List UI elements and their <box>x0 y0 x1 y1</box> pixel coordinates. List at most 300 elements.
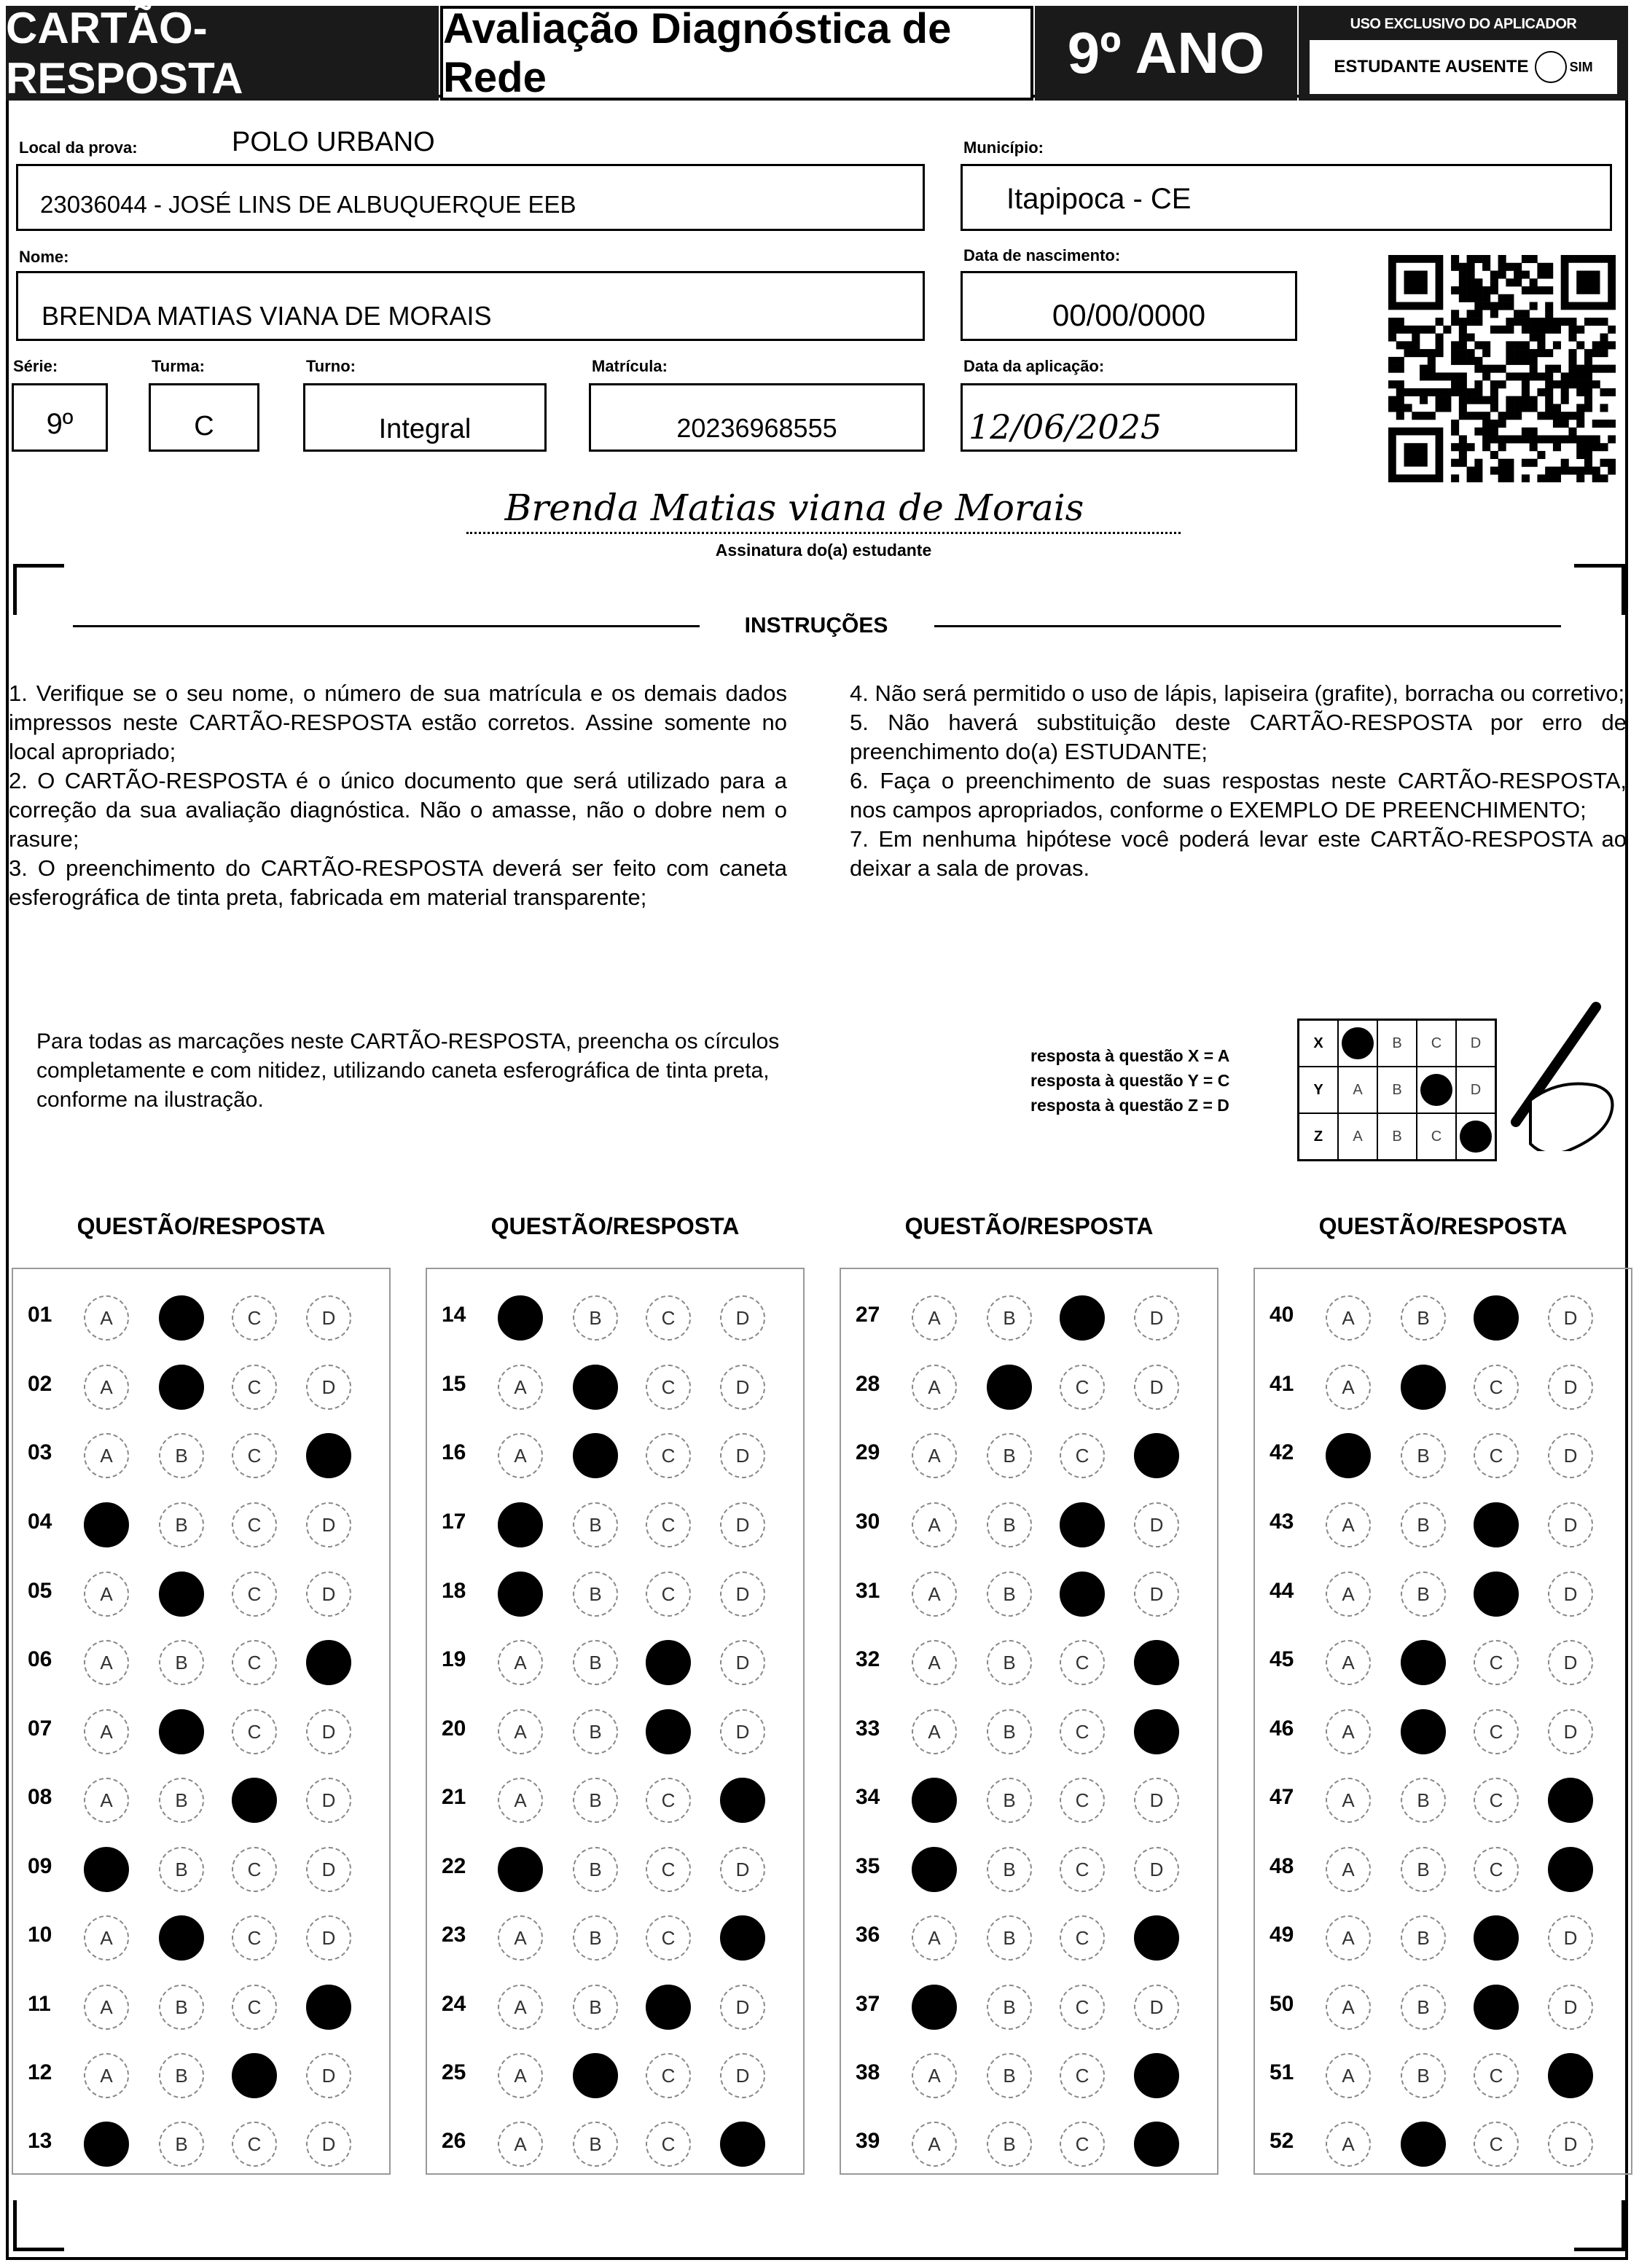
answer-bubble[interactable]: D <box>720 2053 765 2098</box>
answer-bubble[interactable]: C <box>232 1915 277 1961</box>
answer-bubble[interactable]: A <box>912 1365 957 1410</box>
question-number: 32 <box>856 1647 880 1671</box>
answer-bubble[interactable]: A <box>912 2053 957 2098</box>
answer-bubble[interactable]: B <box>573 1502 618 1547</box>
answer-bubble[interactable]: A <box>498 1433 543 1478</box>
answer-bubble[interactable]: D <box>1548 1571 1593 1617</box>
answer-bubble-filled[interactable] <box>646 1709 691 1754</box>
answer-bubble[interactable]: A <box>498 1365 543 1410</box>
question-row <box>13 1696 392 1765</box>
answer-bubble-filled[interactable] <box>1474 1502 1519 1547</box>
answer-bubble-filled[interactable] <box>498 1295 543 1341</box>
question-number: 22 <box>442 1854 466 1878</box>
answer-bubble[interactable]: A <box>84 1295 129 1341</box>
answer-bubble[interactable]: A <box>84 1915 129 1961</box>
question-number: 08 <box>28 1785 52 1809</box>
question-number: 31 <box>856 1579 880 1603</box>
answer-bubble[interactable]: C <box>232 1640 277 1685</box>
answer-column-title: QUESTÃO/RESPOSTA <box>490 1213 740 1239</box>
question-row <box>1255 1834 1634 1903</box>
answer-bubble[interactable]: C <box>232 1502 277 1547</box>
question-row <box>1255 1489 1634 1558</box>
applicator-box <box>1299 6 1628 101</box>
answer-bubble[interactable]: C <box>646 1778 691 1823</box>
answer-bubble[interactable]: D <box>306 1502 351 1547</box>
answer-bubble[interactable]: B <box>1401 1295 1446 1341</box>
answer-bubble[interactable]: B <box>573 1985 618 2030</box>
answer-bubble[interactable]: A <box>84 1778 129 1823</box>
answer-bubble[interactable]: C <box>646 2053 691 2098</box>
answer-bubble[interactable]: B <box>987 2122 1032 2167</box>
answer-bubble[interactable]: B <box>1401 1778 1446 1823</box>
answer-bubble[interactable]: D <box>1548 1365 1593 1410</box>
answer-bubble[interactable]: B <box>987 1640 1032 1685</box>
answer-bubble[interactable]: B <box>573 1847 618 1892</box>
answer-column <box>1253 1268 1632 2175</box>
instructions-rule-right <box>934 625 1561 627</box>
example-row <box>1299 1067 1495 1114</box>
nome-value: BRENDA MATIAS VIANA DE MORAIS <box>42 301 492 331</box>
answer-bubble-filled[interactable] <box>1474 1915 1519 1961</box>
answer-bubble[interactable]: D <box>720 1365 765 1410</box>
answer-bubble[interactable]: C <box>232 1985 277 2030</box>
answer-bubble[interactable]: D <box>306 1847 351 1892</box>
answer-bubble[interactable]: A <box>1326 1295 1371 1341</box>
answer-bubble-filled[interactable] <box>1134 2053 1179 2098</box>
answer-bubble[interactable]: D <box>1134 1847 1179 1892</box>
answer-bubble-filled[interactable] <box>306 1433 351 1478</box>
answer-bubble-filled[interactable] <box>720 2122 765 2167</box>
question-number: 16 <box>442 1440 466 1464</box>
question-row <box>841 1282 1220 1351</box>
answer-bubble[interactable]: C <box>646 1915 691 1961</box>
question-row <box>427 1282 806 1351</box>
question-number: 46 <box>1270 1716 1294 1741</box>
answer-bubble[interactable]: A <box>912 1709 957 1754</box>
answer-bubble-filled[interactable] <box>84 2122 129 2167</box>
answer-bubble[interactable]: A <box>498 1709 543 1754</box>
answer-bubble[interactable]: A <box>1326 1571 1371 1617</box>
example-option: D <box>1470 1081 1482 1098</box>
signature-caption: Assinatura do(a) estudante <box>715 541 932 560</box>
answer-bubble[interactable]: B <box>159 2053 204 2098</box>
answer-bubble[interactable]: B <box>987 1985 1032 2030</box>
answer-bubble[interactable]: B <box>1401 1502 1446 1547</box>
answer-bubble-filled[interactable] <box>306 1985 351 2030</box>
example-row <box>1299 1021 1495 1067</box>
answer-bubble[interactable]: D <box>1134 1365 1179 1410</box>
answer-bubble-filled[interactable] <box>573 1365 618 1410</box>
question-row <box>13 2040 392 2109</box>
instructions-left <box>9 679 787 912</box>
answer-bubble[interactable]: A <box>84 1985 129 2030</box>
answer-bubble[interactable]: B <box>1401 1915 1446 1961</box>
municipio-value: Itapipoca - CE <box>1006 183 1192 215</box>
answer-bubble[interactable]: D <box>720 1847 765 1892</box>
question-row <box>1255 1627 1634 1696</box>
answer-bubble-filled[interactable] <box>159 1295 204 1341</box>
answer-bubble[interactable]: D <box>1134 1571 1179 1617</box>
answer-bubble[interactable]: A <box>1326 1709 1371 1754</box>
nome-label: Nome: <box>19 248 69 266</box>
answer-bubble-filled[interactable] <box>1474 1295 1519 1341</box>
answer-bubble[interactable]: A <box>912 1915 957 1961</box>
answer-bubble[interactable]: A <box>912 1433 957 1478</box>
answer-bubble-filled[interactable] <box>159 1709 204 1754</box>
answer-bubble[interactable]: A <box>84 1365 129 1410</box>
answer-bubble[interactable]: B <box>1401 1571 1446 1617</box>
answer-bubble[interactable]: D <box>1548 1295 1593 1341</box>
question-number: 40 <box>1270 1303 1294 1327</box>
answer-column <box>426 1268 805 2175</box>
answer-bubble[interactable]: D <box>306 1295 351 1341</box>
answer-bubble[interactable]: D <box>720 1295 765 1341</box>
question-row <box>427 1627 806 1696</box>
answer-bubble[interactable]: A <box>84 1709 129 1754</box>
answer-bubble[interactable]: A <box>498 1778 543 1823</box>
answer-bubble-filled[interactable] <box>159 1915 204 1961</box>
answer-bubble[interactable]: C <box>1060 2122 1105 2167</box>
filled-dot-icon <box>1342 1027 1374 1059</box>
answer-bubble[interactable]: B <box>159 1778 204 1823</box>
question-number: 42 <box>1270 1440 1294 1464</box>
answer-bubble[interactable]: C <box>1060 1985 1105 2030</box>
answer-bubble[interactable]: C <box>1474 1709 1519 1754</box>
answer-bubble-filled[interactable] <box>646 1985 691 2030</box>
answer-bubble[interactable]: A <box>912 1502 957 1547</box>
question-number: 44 <box>1270 1579 1294 1603</box>
answer-bubble[interactable]: D <box>306 1778 351 1823</box>
question-number: 01 <box>28 1303 52 1327</box>
answer-bubble-filled[interactable] <box>1134 1915 1179 1961</box>
answer-bubble[interactable]: C <box>232 1571 277 1617</box>
answer-bubble[interactable]: C <box>1474 1433 1519 1478</box>
answer-column-title: QUESTÃO/RESPOSTA <box>77 1213 326 1239</box>
answer-bubble[interactable]: B <box>987 1295 1032 1341</box>
absent-checkbox[interactable] <box>1535 51 1567 83</box>
answer-bubble[interactable]: C <box>1060 2053 1105 2098</box>
answer-bubble-filled[interactable] <box>232 2053 277 2098</box>
answer-bubble[interactable]: A <box>1326 1847 1371 1892</box>
answer-bubble[interactable]: C <box>1474 2122 1519 2167</box>
answer-bubble[interactable]: D <box>720 1640 765 1685</box>
question-number: 49 <box>1270 1923 1294 1947</box>
answer-bubble[interactable]: B <box>573 2122 618 2167</box>
answer-bubble[interactable]: B <box>1401 1847 1446 1892</box>
question-number: 48 <box>1270 1854 1294 1878</box>
answer-bubble-filled[interactable] <box>84 1847 129 1892</box>
filled-dot-icon <box>1420 1074 1452 1106</box>
answer-bubble[interactable]: A <box>84 2053 129 2098</box>
answer-bubble[interactable]: B <box>987 1433 1032 1478</box>
answer-bubble-filled[interactable] <box>1548 1847 1593 1892</box>
question-row <box>427 1902 806 1971</box>
question-row <box>13 1902 392 1971</box>
question-row <box>1255 1765 1634 1834</box>
answer-bubble-filled[interactable] <box>720 1778 765 1823</box>
turma-field <box>149 383 259 452</box>
answer-bubble[interactable]: D <box>1134 1985 1179 2030</box>
instructions-rule-left <box>73 625 700 627</box>
answer-bubble[interactable]: B <box>573 1778 618 1823</box>
answer-bubble[interactable]: D <box>306 2053 351 2098</box>
answer-bubble-filled[interactable] <box>1474 1571 1519 1617</box>
answer-bubble[interactable]: D <box>720 1433 765 1478</box>
answer-bubble[interactable]: B <box>573 1295 618 1341</box>
answer-bubble[interactable]: D <box>306 1915 351 1961</box>
question-row <box>13 1765 392 1834</box>
answer-bubble-filled[interactable] <box>159 1571 204 1617</box>
answer-bubble-filled[interactable] <box>1134 1640 1179 1685</box>
question-number: 45 <box>1270 1647 1294 1671</box>
answer-bubble[interactable]: C <box>1060 1847 1105 1892</box>
question-number: 11 <box>28 1992 51 2016</box>
answer-bubble-filled[interactable] <box>1401 1640 1446 1685</box>
answer-bubble-filled[interactable] <box>912 1778 957 1823</box>
answer-bubble[interactable]: D <box>720 1502 765 1547</box>
question-number: 10 <box>28 1923 52 1947</box>
answer-bubble[interactable]: B <box>987 1847 1032 1892</box>
answer-bubble[interactable]: B <box>987 1778 1032 1823</box>
instruction-item: 3. O preenchimento do CARTÃO-RESPOSTA deverá ser feito com caneta esferográfica de tinta preta, fabricada em material transparente; <box>9 855 787 910</box>
answer-bubble-filled[interactable] <box>1060 1571 1105 1617</box>
answer-bubble[interactable]: C <box>646 1295 691 1341</box>
question-number: 37 <box>856 1992 880 2016</box>
answer-bubble[interactable]: D <box>306 1571 351 1617</box>
answer-bubble[interactable]: A <box>912 1571 957 1617</box>
answer-bubble[interactable]: B <box>573 1571 618 1617</box>
school-field <box>16 164 925 231</box>
answer-bubble[interactable]: B <box>987 1502 1032 1547</box>
answer-bubble[interactable]: C <box>232 1365 277 1410</box>
question-row <box>1255 1351 1634 1421</box>
answer-bubble-filled[interactable] <box>1134 1433 1179 1478</box>
answer-bubble[interactable]: A <box>1326 2053 1371 2098</box>
answer-bubble[interactable]: B <box>159 1502 204 1547</box>
question-row <box>13 1420 392 1489</box>
question-number: 23 <box>442 1923 466 1947</box>
answer-bubble[interactable]: C <box>1474 1847 1519 1892</box>
answer-bubble[interactable]: D <box>1548 1985 1593 2030</box>
answer-bubble[interactable]: C <box>1474 2053 1519 2098</box>
answer-bubble[interactable]: A <box>1326 1640 1371 1685</box>
answer-bubble[interactable]: C <box>1474 1778 1519 1823</box>
answer-bubble[interactable]: A <box>1326 1985 1371 2030</box>
answer-bubble-filled[interactable] <box>498 1571 543 1617</box>
answer-bubble[interactable]: A <box>498 1640 543 1685</box>
answer-bubble[interactable]: C <box>1474 1365 1519 1410</box>
answer-bubble[interactable]: D <box>720 1571 765 1617</box>
answer-bubble[interactable]: C <box>646 2122 691 2167</box>
absent-label: ESTUDANTE AUSENTE <box>1334 57 1529 76</box>
question-number: 34 <box>856 1785 880 1809</box>
answer-bubble[interactable]: A <box>84 1433 129 1478</box>
question-number: 09 <box>28 1854 52 1878</box>
question-row <box>13 1558 392 1628</box>
answer-bubble[interactable]: B <box>159 1847 204 1892</box>
answer-bubble-filled[interactable] <box>498 1847 543 1892</box>
answer-bubble[interactable]: B <box>1401 1985 1446 2030</box>
matricula-value: 20236968555 <box>676 413 837 443</box>
example-grid <box>1297 1019 1497 1161</box>
answer-bubble[interactable]: B <box>987 2053 1032 2098</box>
answer-bubble[interactable]: D <box>1548 1640 1593 1685</box>
example-legend <box>1030 1043 1229 1118</box>
answer-bubble[interactable]: D <box>1134 1778 1179 1823</box>
answer-bubble[interactable]: C <box>232 1295 277 1341</box>
question-number: 05 <box>28 1579 52 1603</box>
nome-field <box>16 271 925 341</box>
answer-bubble[interactable]: B <box>1401 2053 1446 2098</box>
question-row <box>427 1765 806 1834</box>
answer-bubble[interactable]: C <box>646 1433 691 1478</box>
answer-bubble[interactable]: C <box>1060 1433 1105 1478</box>
answer-bubble[interactable]: B <box>573 1915 618 1961</box>
answer-bubble[interactable]: A <box>1326 1915 1371 1961</box>
answer-bubble[interactable]: D <box>1548 1915 1593 1961</box>
answer-bubble[interactable]: A <box>1326 1778 1371 1823</box>
question-number: 24 <box>442 1992 466 2016</box>
question-row <box>13 1489 392 1558</box>
legend-z: resposta à questão Z = D <box>1030 1096 1229 1115</box>
answer-bubble[interactable]: C <box>232 1847 277 1892</box>
answer-bubble[interactable]: B <box>159 2122 204 2167</box>
answer-bubble[interactable]: D <box>306 2122 351 2167</box>
answer-bubble-filled[interactable] <box>573 1433 618 1478</box>
question-number: 14 <box>442 1303 466 1327</box>
answer-bubble[interactable]: B <box>159 1640 204 1685</box>
question-number: 25 <box>442 2060 466 2084</box>
answer-bubble[interactable]: B <box>573 1709 618 1754</box>
answer-bubble[interactable]: C <box>646 1571 691 1617</box>
answer-bubble[interactable]: D <box>720 1709 765 1754</box>
answer-bubble[interactable]: C <box>646 1847 691 1892</box>
answer-bubble[interactable]: D <box>1548 1709 1593 1754</box>
answer-bubble[interactable]: B <box>159 1433 204 1478</box>
qr-code <box>1388 255 1616 482</box>
answer-bubble[interactable]: A <box>498 2053 543 2098</box>
answer-bubble[interactable]: A <box>912 1295 957 1341</box>
answer-bubble-filled[interactable] <box>1548 2053 1593 2098</box>
answer-bubble[interactable]: D <box>306 1365 351 1410</box>
answer-bubble[interactable]: C <box>1060 1915 1105 1961</box>
question-row <box>1255 2040 1634 2109</box>
answer-bubble[interactable]: C <box>646 1502 691 1547</box>
answer-bubble[interactable]: D <box>1548 1502 1593 1547</box>
answer-bubble[interactable]: A <box>498 1985 543 2030</box>
answer-bubble[interactable]: A <box>1326 1365 1371 1410</box>
answer-bubble-filled[interactable] <box>1401 2122 1446 2167</box>
answer-bubble[interactable]: A <box>84 1640 129 1685</box>
answer-bubble[interactable]: A <box>498 2122 543 2167</box>
answer-bubble[interactable]: D <box>1134 1502 1179 1547</box>
answer-bubble[interactable]: A <box>1326 1502 1371 1547</box>
answer-bubble-filled[interactable] <box>1401 1365 1446 1410</box>
answer-bubble[interactable]: B <box>987 1915 1032 1961</box>
answer-bubble[interactable]: B <box>1401 1433 1446 1478</box>
nascimento-value: 00/00/0000 <box>1052 298 1206 332</box>
answer-bubble[interactable]: D <box>1548 1433 1593 1478</box>
answer-bubble[interactable]: C <box>646 1365 691 1410</box>
instruction-item: 6. Faça o preenchimento de suas respostas neste CARTÃO-RESPOSTA, nos campos apropriados, conforme o EXEMPLO DE PREENCHIMENTO; <box>850 768 1627 823</box>
question-row <box>427 1696 806 1765</box>
answer-column <box>840 1268 1219 2175</box>
answer-bubble-filled[interactable] <box>232 1778 277 1823</box>
answer-bubble[interactable]: C <box>232 2122 277 2167</box>
answer-bubble-filled[interactable] <box>1548 1778 1593 1823</box>
answer-bubble[interactable]: D <box>720 1985 765 2030</box>
answer-bubble-filled[interactable] <box>987 1365 1032 1410</box>
answer-bubble-filled[interactable] <box>912 1847 957 1892</box>
instruction-item: 2. O CARTÃO-RESPOSTA é o único documento que será utilizado para a correção da sua avaliação diagnóstica. Não o amasse, não o dobre nem o rasure; <box>9 768 787 852</box>
answer-bubble[interactable]: A <box>912 2122 957 2167</box>
question-row <box>1255 2108 1634 2178</box>
answer-bubble-filled[interactable] <box>159 1365 204 1410</box>
question-number: 20 <box>442 1716 466 1741</box>
answer-bubble[interactable]: D <box>306 1709 351 1754</box>
answer-bubble[interactable]: C <box>1060 1365 1105 1410</box>
question-row <box>841 1558 1220 1628</box>
answer-bubble[interactable]: A <box>912 1640 957 1685</box>
answer-bubble[interactable]: B <box>159 1985 204 2030</box>
answer-bubble[interactable]: B <box>573 1640 618 1685</box>
school-value: 23036044 - JOSÉ LINS DE ALBUQUERQUE EEB <box>40 191 576 218</box>
answer-bubble[interactable]: A <box>84 1571 129 1617</box>
answer-bubble[interactable]: D <box>1134 1295 1179 1341</box>
answer-bubble[interactable]: A <box>1326 2122 1371 2167</box>
question-row <box>841 1765 1220 1834</box>
answer-bubble-filled[interactable] <box>646 1640 691 1685</box>
answer-bubble-filled[interactable] <box>573 2053 618 2098</box>
question-row <box>841 2108 1220 2178</box>
applicator-title: USO EXCLUSIVO DO APLICADOR <box>1350 16 1577 32</box>
answer-bubble-filled[interactable] <box>1134 2122 1179 2167</box>
serie-label: Série: <box>13 357 58 375</box>
answer-bubble[interactable]: D <box>1548 2122 1593 2167</box>
example-option: B <box>1378 1114 1417 1159</box>
answer-bubble-filled[interactable] <box>912 1985 957 2030</box>
question-number: 30 <box>856 1510 880 1534</box>
answer-bubble-filled[interactable] <box>720 1915 765 1961</box>
answer-bubble-filled[interactable] <box>1474 1985 1519 2030</box>
example-row <box>1299 1114 1495 1159</box>
answer-bubble[interactable]: C <box>1060 1640 1105 1685</box>
answer-bubble[interactable]: B <box>987 1571 1032 1617</box>
answer-bubble-filled[interactable] <box>1060 1502 1105 1547</box>
answer-bubble[interactable]: C <box>1060 1778 1105 1823</box>
answer-bubble[interactable]: C <box>1474 1640 1519 1685</box>
answer-bubble-filled[interactable] <box>84 1502 129 1547</box>
question-row <box>427 1489 806 1558</box>
answer-bubble[interactable]: C <box>232 1709 277 1754</box>
question-row <box>13 1834 392 1903</box>
answer-bubble-filled[interactable] <box>1326 1433 1371 1478</box>
answer-bubble-filled[interactable] <box>498 1502 543 1547</box>
question-row <box>427 1558 806 1628</box>
absent-option: SIM <box>1569 59 1593 74</box>
pen-icon <box>1487 998 1625 1151</box>
answer-bubble[interactable]: B <box>987 1709 1032 1754</box>
answer-bubble[interactable]: C <box>232 1433 277 1478</box>
question-number: 29 <box>856 1440 880 1464</box>
answer-bubble-filled[interactable] <box>1401 1709 1446 1754</box>
answer-bubble[interactable]: C <box>1060 1709 1105 1754</box>
answer-bubble-filled[interactable] <box>306 1640 351 1685</box>
answer-bubble-filled[interactable] <box>1134 1709 1179 1754</box>
answer-bubble[interactable]: A <box>498 1915 543 1961</box>
answer-bubble-filled[interactable] <box>1060 1295 1105 1341</box>
question-number: 12 <box>28 2060 52 2084</box>
